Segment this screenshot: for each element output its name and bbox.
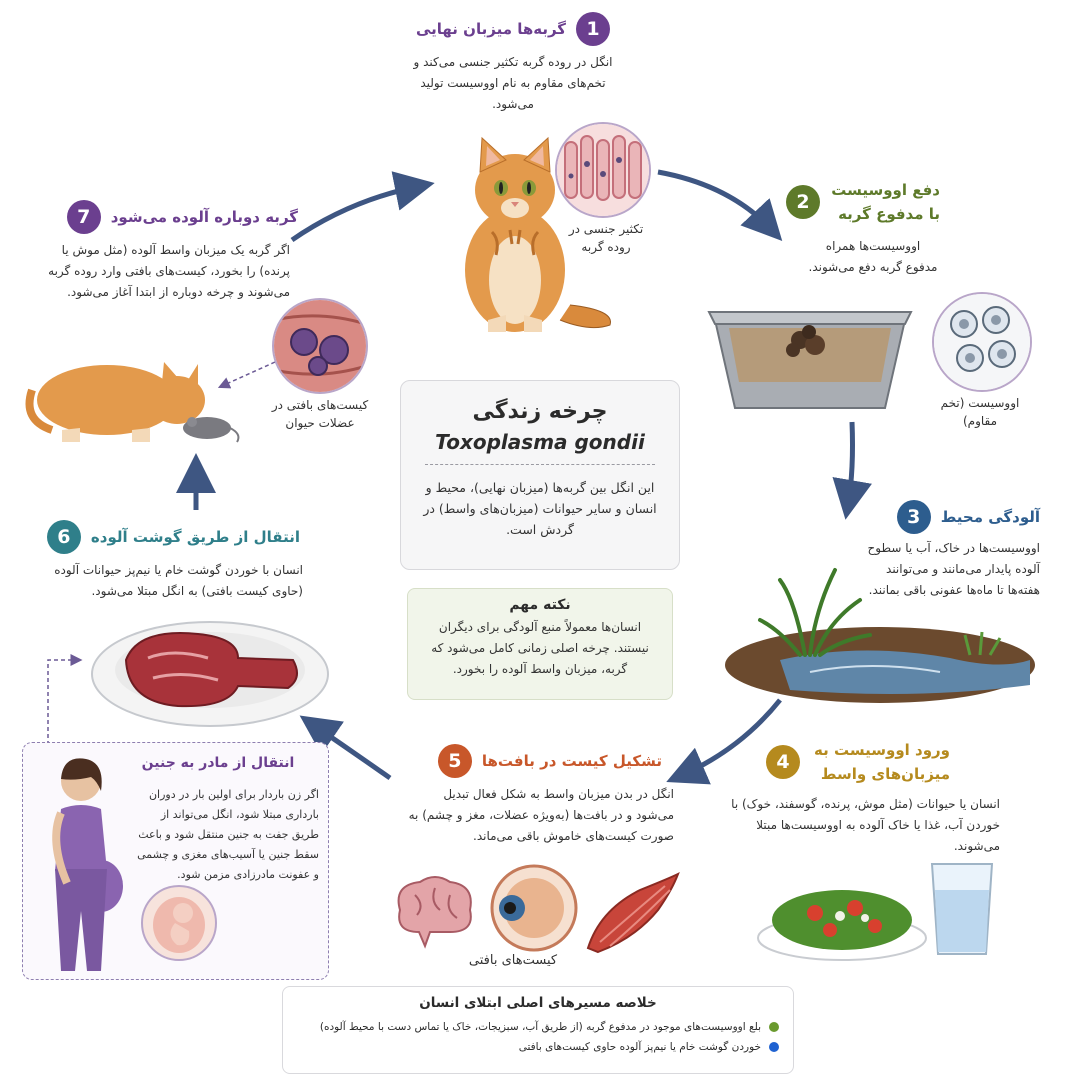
summary-item-1 bbox=[297, 1021, 779, 1033]
step-2-desc: اووسیست‌ها همراه مدفوع گربه دفع می‌شوند. bbox=[808, 239, 938, 274]
arrow-7-to-1 bbox=[292, 186, 420, 240]
summary-item-2 bbox=[297, 1041, 779, 1053]
step-4-desc: انسان یا حیوانات (مثل موش، پرنده، گوسفند، خوک) با خوردن آب، غذا یا خاک آلوده به اووسیست‌ها مبتلا می‌شوند. bbox=[731, 797, 1000, 853]
step-5-desc: انگل در بدن میزبان واسط به شکل فعال تبدیل می‌شود و در بافت‌ها (به‌ویژه عضلات، مغز و چشم) به صورت کیست‌های خاموش باقی می‌ماند. bbox=[408, 787, 674, 843]
step-3-title: آلودگی محیط bbox=[940, 508, 1040, 526]
step-7 bbox=[28, 200, 298, 234]
step-4 bbox=[760, 738, 950, 786]
step-3-number: 3 bbox=[897, 500, 931, 534]
mother-fetus-box bbox=[22, 742, 329, 980]
litter-box-illustration bbox=[705, 290, 915, 420]
tissue-cyst-icon bbox=[274, 300, 366, 392]
summary-item-1-text: بلع اووسیست‌های موجود در مدفوع گربه (از طریق آب، سبزیجات، خاک یا تماس دست با محیط آلوده) bbox=[319, 1021, 761, 1033]
step-7-number: 7 bbox=[67, 200, 101, 234]
step-3-desc: اووسیست‌ها در خاک، آب یا سطوح آلوده پایدار می‌مانند و می‌توانند هفته‌ها تا ماه‌ها عفونی باقی بمانند. bbox=[867, 541, 1040, 597]
step-3 bbox=[840, 500, 1040, 534]
summary-item-2-text: خوردن گوشت خام یا نیم‌پز آلوده حاوی کیست‌های بافتی bbox=[518, 1041, 761, 1053]
note-card bbox=[407, 588, 673, 700]
water-glass-illustration bbox=[928, 860, 996, 958]
eye-icon bbox=[488, 862, 580, 954]
note-title: نکته مهم bbox=[509, 597, 571, 613]
step-5-title: تشکیل کیست در بافت‌ها bbox=[481, 752, 662, 770]
step-7-title: گربه دوباره آلوده می‌شود bbox=[110, 208, 298, 226]
summary-box bbox=[282, 986, 794, 1074]
arrow-1-to-2 bbox=[658, 172, 772, 230]
arrow-2-to-3 bbox=[848, 422, 853, 505]
step-6-title: انتقال از طریق گوشت آلوده bbox=[90, 528, 300, 546]
step-2-title: دفع اووسیست با مدفوع گربه bbox=[831, 181, 940, 223]
muscle-icon bbox=[580, 870, 685, 955]
center-latin: Toxoplasma gondii bbox=[435, 430, 645, 454]
oocyst-label: اووسیست (تخم مقاوم) bbox=[940, 396, 1020, 428]
step-6-number: 6 bbox=[47, 520, 81, 554]
step-5-number: 5 bbox=[438, 744, 472, 778]
step-4-number: 4 bbox=[766, 745, 800, 779]
soil-water-illustration bbox=[720, 560, 1040, 705]
mother-desc: اگر زن باردار برای اولین بار در دوران بارداری مبتلا شود، انگل می‌تواند از طریق جفت به جنین منتقل شود و باعث سقط جنین یا آسیب‌های مغزی و چشمی و عفونت مادرزادی مزمن شود. bbox=[137, 788, 319, 881]
oocyst-circle bbox=[932, 292, 1032, 392]
brain-icon bbox=[385, 870, 480, 950]
gut-label: تکثیر جنسی در روده گربه bbox=[568, 222, 644, 254]
step-5 bbox=[412, 744, 662, 778]
salad-illustration bbox=[755, 868, 930, 963]
blue-dot-icon bbox=[769, 1042, 779, 1052]
summary-title: خلاصه مسیرهای اصلی ابتلای انسان bbox=[419, 995, 657, 1011]
mother-title: انتقال از مادر به جنین bbox=[141, 755, 295, 771]
green-dot-icon bbox=[769, 1022, 779, 1032]
step-1-number: 1 bbox=[576, 12, 610, 46]
center-card bbox=[400, 380, 680, 570]
step-4-title: ورود اووسیست به میزبان‌های واسط bbox=[814, 741, 950, 783]
center-desc: این انگل بین گربه‌ها (میزبان نهایی)، محیط و انسان و سایر حیوانات (میزبان‌های واسط) در گردش است. bbox=[423, 480, 657, 537]
gut-circle bbox=[555, 122, 651, 218]
raw-meat-illustration bbox=[88, 608, 333, 730]
tissue-cysts-label: کیست‌های بافتی bbox=[468, 953, 558, 968]
step-1-title: گربه‌ها میزبان نهایی bbox=[415, 20, 567, 38]
oocyst-icon bbox=[934, 294, 1030, 390]
fetus-circle bbox=[141, 885, 217, 961]
center-divider bbox=[425, 464, 655, 465]
step-1-desc: انگل در روده گربه تکثیر جنسی می‌کند و تخم‌های مقاوم به نام اووسیست تولید می‌شود. bbox=[413, 55, 613, 111]
intestine-icon bbox=[557, 124, 649, 216]
muscle-cyst-circle bbox=[272, 298, 368, 394]
pregnant-woman-illustration bbox=[31, 751, 131, 976]
cat-eating-mouse-illustration bbox=[22, 330, 242, 450]
center-title: چرخه زندگی bbox=[472, 399, 608, 424]
step-6-desc: انسان با خوردن گوشت خام یا نیم‌پز حیوانات آلوده (حاوی کیست بافتی) به انگل مبتلا می‌شود. bbox=[54, 563, 303, 598]
step-7-desc: اگر گربه یک میزبان واسط آلوده (مثل موش یا پرنده) را بخورد، کیست‌های بافتی وارد روده گربه می‌شوند و چرخه دوباره از ابتدا آغاز می‌شود. bbox=[48, 243, 290, 299]
step-6 bbox=[40, 520, 300, 554]
muscle-cyst-label: کیست‌های بافتی در عضلات حیوان bbox=[271, 398, 369, 430]
fetus-icon bbox=[143, 887, 215, 959]
step-2 bbox=[780, 178, 940, 226]
arrow-meat-to-mother bbox=[48, 660, 78, 745]
note-text: انسان‌ها معمولاً منبع آلودگی برای دیگران نیستند. چرخه اصلی زمانی کامل می‌شود که گربه، میزبان واسط آلوده را بخورد. bbox=[431, 620, 649, 676]
step-1 bbox=[398, 12, 628, 115]
step-2-number: 2 bbox=[786, 185, 820, 219]
